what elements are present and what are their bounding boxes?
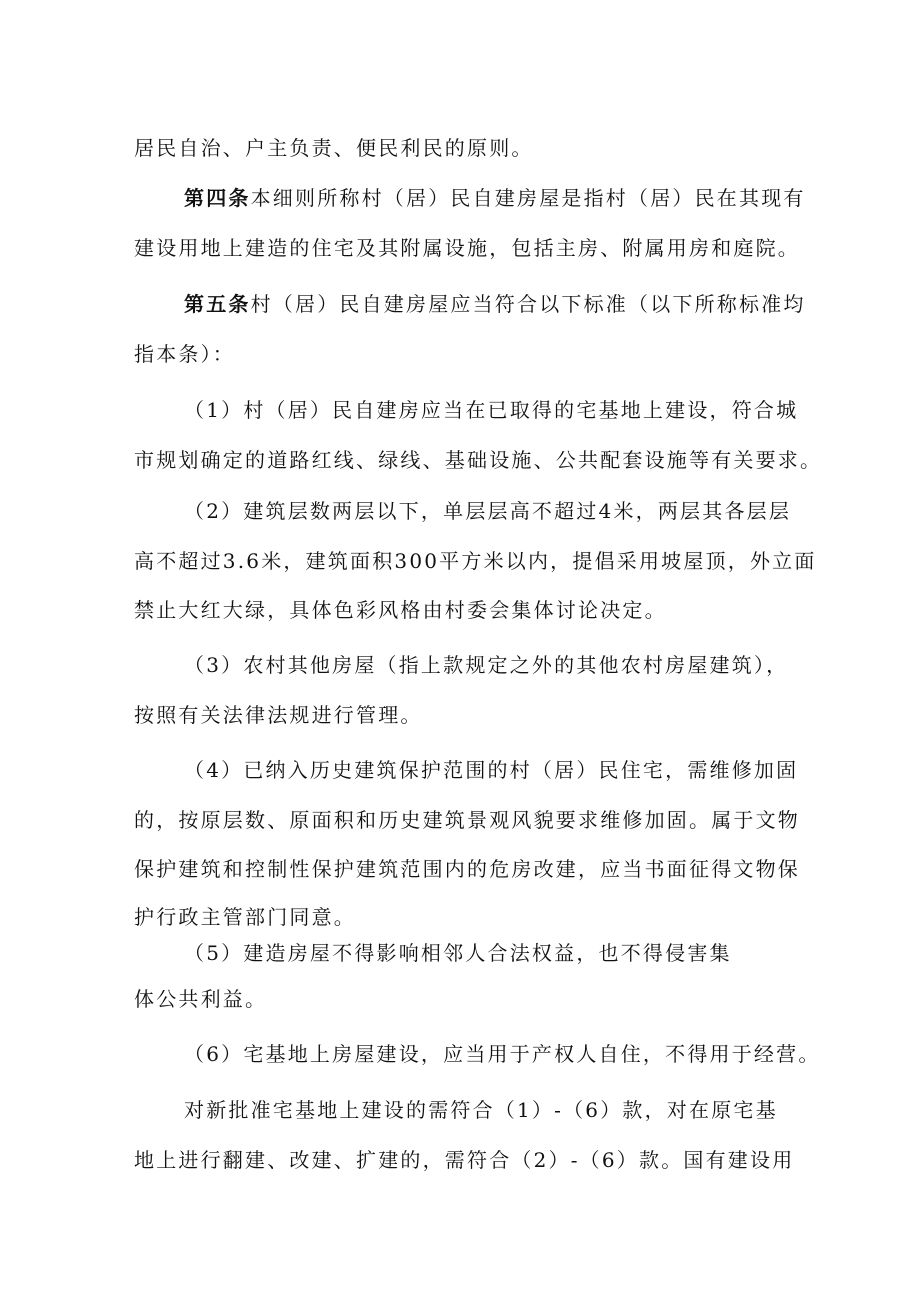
clause-6: （6）宅基地上房屋建设，应当用于产权人自住，不得用于经营。	[184, 1042, 821, 1066]
text-line: 本细则所称村（居）民自建房屋是指村（居）民在其现有	[250, 186, 806, 210]
text-line: 禁止大红大绿，具体色彩风格由村委会集体讨论决定。	[134, 598, 667, 622]
article-4-paragraph	[184, 184, 806, 212]
text-line: 保护建筑和控制性保护建筑范围内的危房改建，应当书面征得文物保	[134, 857, 800, 881]
clause-5: （5）建造房屋不得影响相邻人合法权益，也不得侵害集	[184, 941, 732, 965]
article-5-paragraph	[184, 290, 806, 318]
text-line: 村（居）民自建房屋应当符合以下标准（以下所称标准均	[250, 292, 806, 316]
text-line: 居民自治、户主负责、便民利民的原则。	[134, 136, 534, 160]
text-line: 高不超过3.6米，建筑面积300平方米以内，提倡采用坡屋顶，外立面	[134, 549, 817, 573]
clause-1: （1）村（居）民自建房应当在已取得的宅基地上建设，符合城	[184, 398, 799, 422]
text-line: 护行政主管部门同意。	[134, 905, 356, 929]
text-line: 的，按原层数、原面积和历史建筑景观风貌要求维修加固。属于文物	[134, 808, 800, 832]
text-line: 按照有关法律法规进行管理。	[134, 703, 423, 727]
article-5-heading: 第五条	[184, 292, 251, 316]
article-4-heading: 第四条	[184, 186, 251, 210]
text-line: 建设用地上建造的住宅及其附属设施，包括主房、附属用房和庭院。	[134, 236, 800, 260]
clause-2: （2）建筑层数两层以下，单层层高不超过4米，两层其各层层	[184, 499, 792, 523]
text-line: 对新批准宅基地上建设的需符合（1）-（6）款，对在原宅基	[184, 1098, 778, 1122]
text-line: 体公共利益。	[134, 987, 268, 1011]
text-line: 指本条）：	[134, 342, 235, 366]
clause-3: （3）农村其他房屋（指上款规定之外的其他农村房屋建筑），	[184, 653, 789, 677]
clause-4: （4）已纳入历史建筑保护范围的村（居）民住宅，需维修加固	[184, 758, 799, 782]
text-line: 市规划确定的道路红线、绿线、基础设施、公共配套设施等有关要求。	[134, 448, 823, 472]
text-line: 地上进行翻建、改建、扩建的，需符合（2）-（6）款。国有建设用	[134, 1148, 795, 1172]
